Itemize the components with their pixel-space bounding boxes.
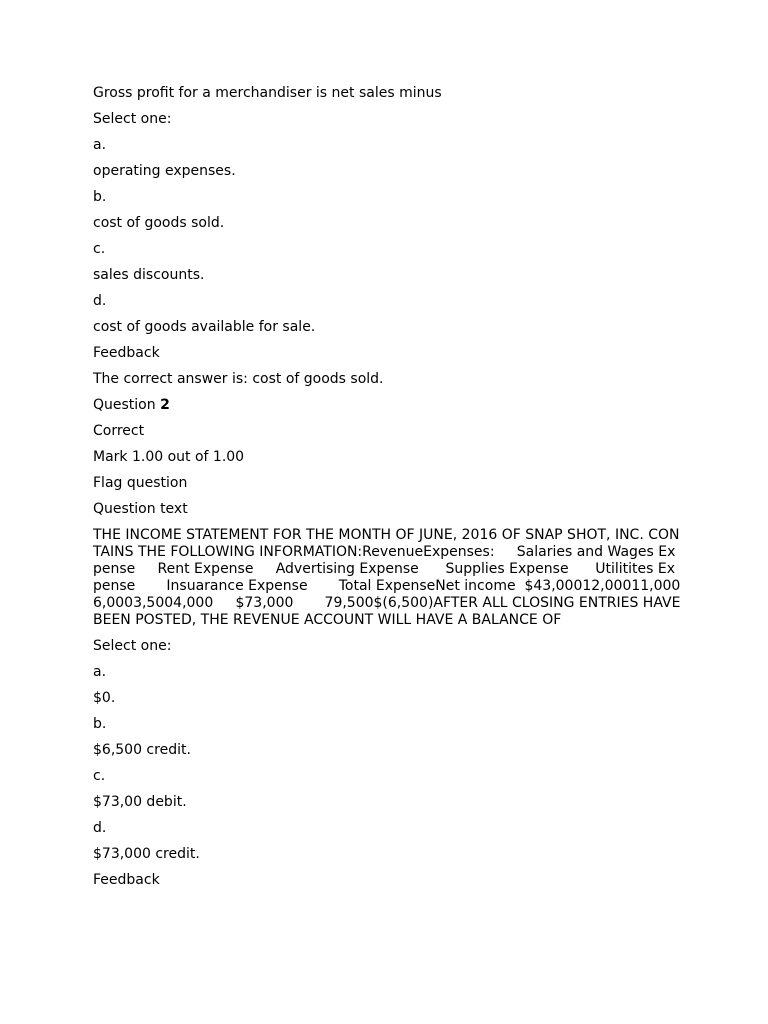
question-1-option-d-text[interactable]: cost of goods available for sale.	[93, 319, 316, 335]
question-2-mark: Mark 1.00 out of 1.00	[93, 449, 245, 465]
question-2-flag-link[interactable]: Flag question	[93, 475, 188, 491]
question-2-option-a-letter[interactable]: a.	[93, 664, 107, 680]
question-1-option-b-letter[interactable]: b.	[93, 189, 107, 205]
question-2-option-c-text[interactable]: $73,00 debit.	[93, 794, 187, 810]
question-2-option-d-text[interactable]: $73,000 credit.	[93, 846, 200, 862]
question-2-option-a-text[interactable]: $0.	[93, 690, 116, 706]
question-1-option-c-text[interactable]: sales discounts.	[93, 267, 205, 283]
question-2-select-label: Select one:	[93, 638, 172, 654]
question-2-prompt: THE INCOME STATEMENT FOR THE MONTH OF JUNE, 2016 OF SNAP SHOT, INC. CONTAINS THE FOLLOWING INFORMATION:RevenueExpenses: Salaries and Wages Expense Rent Expense Advertising Expense Supplies Expense Utilitites Expense Insuarance Expense Total ExpenseNet income $43,00012,00011,0006,0003,5004,000 $73,000 79,500$(6,500)AFTER ALL CLOSING ENTRIES HAVE BEEN POSTED, THE REVENUE ACCOUNT WILL HAVE A BALANCE OF	[93, 527, 685, 628]
question-2-option-b-letter[interactable]: b.	[93, 716, 107, 732]
question-1-option-a-text[interactable]: operating expenses.	[93, 163, 236, 179]
question-2-option-b-text[interactable]: $6,500 credit.	[93, 742, 191, 758]
document-page	[93, 85, 683, 898]
question-1-option-b-text[interactable]: cost of goods sold.	[93, 215, 225, 231]
question-1-option-c-letter[interactable]: c.	[93, 241, 106, 257]
question-1-option-a-letter[interactable]: a.	[93, 137, 107, 153]
question-2-heading	[93, 397, 683, 414]
question-1-feedback-text: The correct answer is: cost of goods sold.	[93, 371, 384, 387]
question-1-prompt: Gross profit for a merchandiser is net sales minus	[93, 85, 442, 101]
question-2-prefix: Question	[93, 397, 161, 413]
question-2-status: Correct	[93, 423, 145, 439]
question-2-option-d-letter[interactable]: d.	[93, 820, 107, 836]
question-1-option-d-letter[interactable]: d.	[93, 293, 107, 309]
question-2-text-label: Question text	[93, 501, 188, 517]
question-2-option-c-letter[interactable]: c.	[93, 768, 106, 784]
question-1-feedback-label: Feedback	[93, 345, 160, 361]
question-2-feedback-label: Feedback	[93, 872, 160, 888]
question-2-number: 2	[160, 397, 170, 413]
question-1-select-label: Select one:	[93, 111, 172, 127]
